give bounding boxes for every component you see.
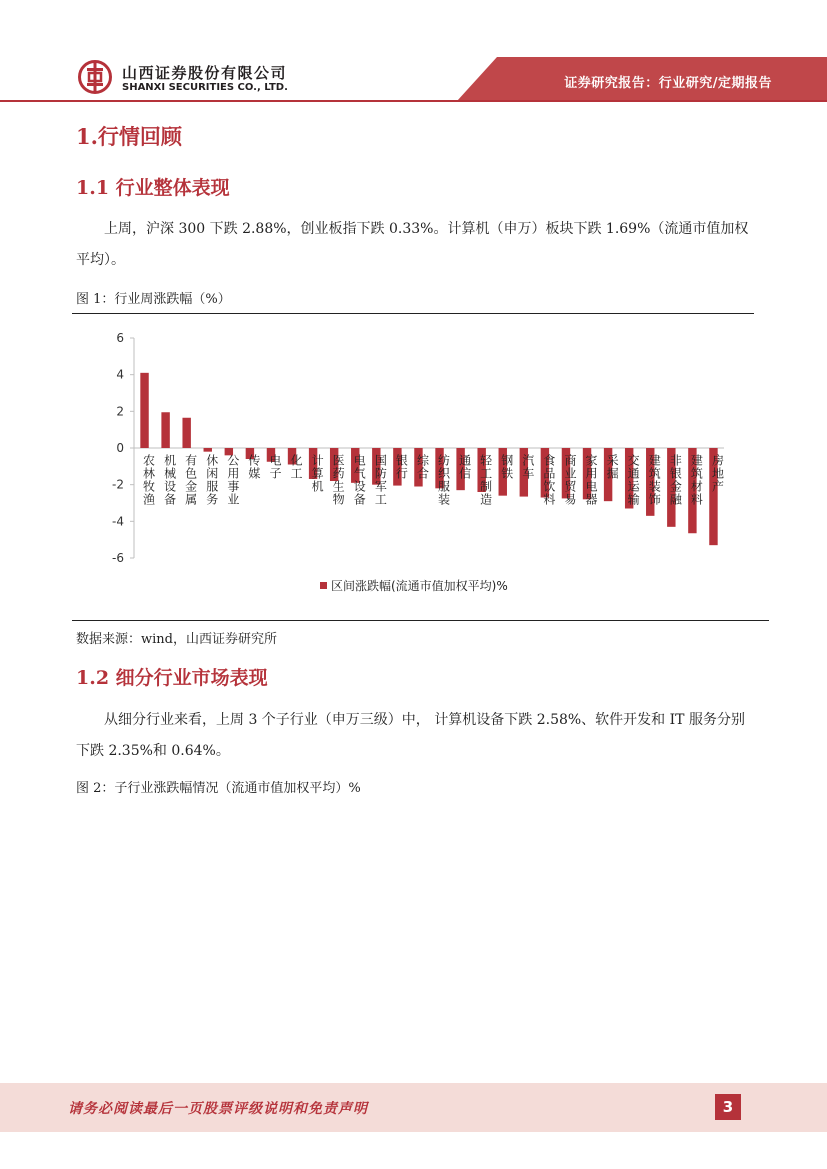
x-tick-label: 机械设备 xyxy=(162,454,177,506)
x-tick-label: 有色金属 xyxy=(183,454,198,506)
paragraph-sub-industry: 从细分行业来看，上周 3 个子行业（申万三级）中， 计算机设备下跌 2.58%、软件开发和 IT 服务分别下跌 2.35%和 0.64%。 xyxy=(76,712,745,759)
x-tick-label: 家用电器 xyxy=(584,454,599,506)
industry-weekly-change-chart xyxy=(72,318,772,618)
x-tick-label: 纺织服装 xyxy=(436,454,451,506)
x-tick-label: 建筑装饰 xyxy=(647,454,662,506)
footer-disclaimer: 请务必阅读最后一页股票评级说明和免责声明 xyxy=(68,1101,368,1117)
y-tick-label: 4 xyxy=(116,367,124,382)
x-tick-label: 非银金融 xyxy=(668,454,683,506)
legend-label: 区间涨跌幅(流通市值加权平均)% xyxy=(331,579,508,593)
x-tick-label: 食品饮料 xyxy=(541,454,556,506)
x-tick-label: 计算机 xyxy=(310,454,325,493)
figure1-bottom-rule xyxy=(72,620,769,621)
x-tick-label: 银行 xyxy=(394,454,409,480)
x-tick-label: 建筑材料 xyxy=(689,454,704,506)
y-tick-label: 0 xyxy=(116,441,124,455)
figure1-top-rule xyxy=(72,313,754,314)
x-tick-label: 通信 xyxy=(457,454,472,480)
bar xyxy=(204,448,212,452)
y-tick-label: 2 xyxy=(116,404,124,419)
paragraph-overall-performance: 上周，沪深 300 下跌 2.88%，创业板指下跌 0.33%。计算机（申万）板块下跌 1.69%（流通市值加权平均）。 xyxy=(76,221,749,268)
x-tick-label: 公用事业 xyxy=(225,454,240,506)
x-tick-label: 综合 xyxy=(415,454,430,480)
page-number: 3 xyxy=(715,1094,741,1120)
section-title: 1.行情回顾 xyxy=(76,124,182,149)
bar xyxy=(161,412,169,448)
y-tick-label: -6 xyxy=(112,551,124,565)
x-tick-label: 化工 xyxy=(289,454,304,480)
page-header xyxy=(0,0,827,104)
x-tick-label: 采掘 xyxy=(605,454,620,480)
chart-legend xyxy=(320,578,508,593)
legend-swatch xyxy=(320,582,327,589)
x-tick-label: 休闲服务 xyxy=(204,454,219,506)
x-tick-label: 农林牧渔 xyxy=(141,454,156,506)
company-logo-icon xyxy=(78,60,112,94)
x-tick-label: 钢铁 xyxy=(499,454,514,480)
x-tick-label: 商业贸易 xyxy=(562,454,577,506)
subsection-title-1-2: 1.2 细分行业市场表现 xyxy=(76,667,268,689)
y-tick-label: -4 xyxy=(112,514,124,529)
x-tick-label: 轻工制造 xyxy=(478,454,493,506)
bar xyxy=(140,373,148,448)
subsection-title-1-1: 1.1 行业整体表现 xyxy=(76,177,230,199)
report-type: 证券研究报告：行业研究/定期报告 xyxy=(564,76,772,91)
x-tick-label: 房地产 xyxy=(710,454,725,493)
company-name-cn: 山西证券股份有限公司 xyxy=(122,64,288,82)
x-tick-label: 电子 xyxy=(267,454,282,480)
page-footer xyxy=(0,1083,827,1132)
x-axis-labels xyxy=(142,453,725,506)
x-tick-label: 交通运输 xyxy=(626,454,641,506)
figure1-caption: 图 1：行业周涨跌幅（%） xyxy=(76,292,231,307)
company-name-en: SHANXI SECURITIES CO., LTD. xyxy=(122,82,288,93)
bar xyxy=(182,418,190,448)
y-tick-label: -2 xyxy=(112,477,124,492)
x-tick-label: 国防军工 xyxy=(373,454,388,506)
figure2-caption: 图 2：子行业涨跌幅情况（流通市值加权平均）% xyxy=(76,781,361,796)
x-tick-label: 传媒 xyxy=(246,454,261,480)
header-divider xyxy=(0,100,827,102)
y-tick-label: 6 xyxy=(116,331,124,345)
x-tick-label: 医药生物 xyxy=(331,454,346,506)
figure1-source: 数据来源：wind，山西证券研究所 xyxy=(76,632,277,647)
x-tick-label: 汽车 xyxy=(520,454,535,480)
x-tick-label: 电气设备 xyxy=(352,454,367,506)
